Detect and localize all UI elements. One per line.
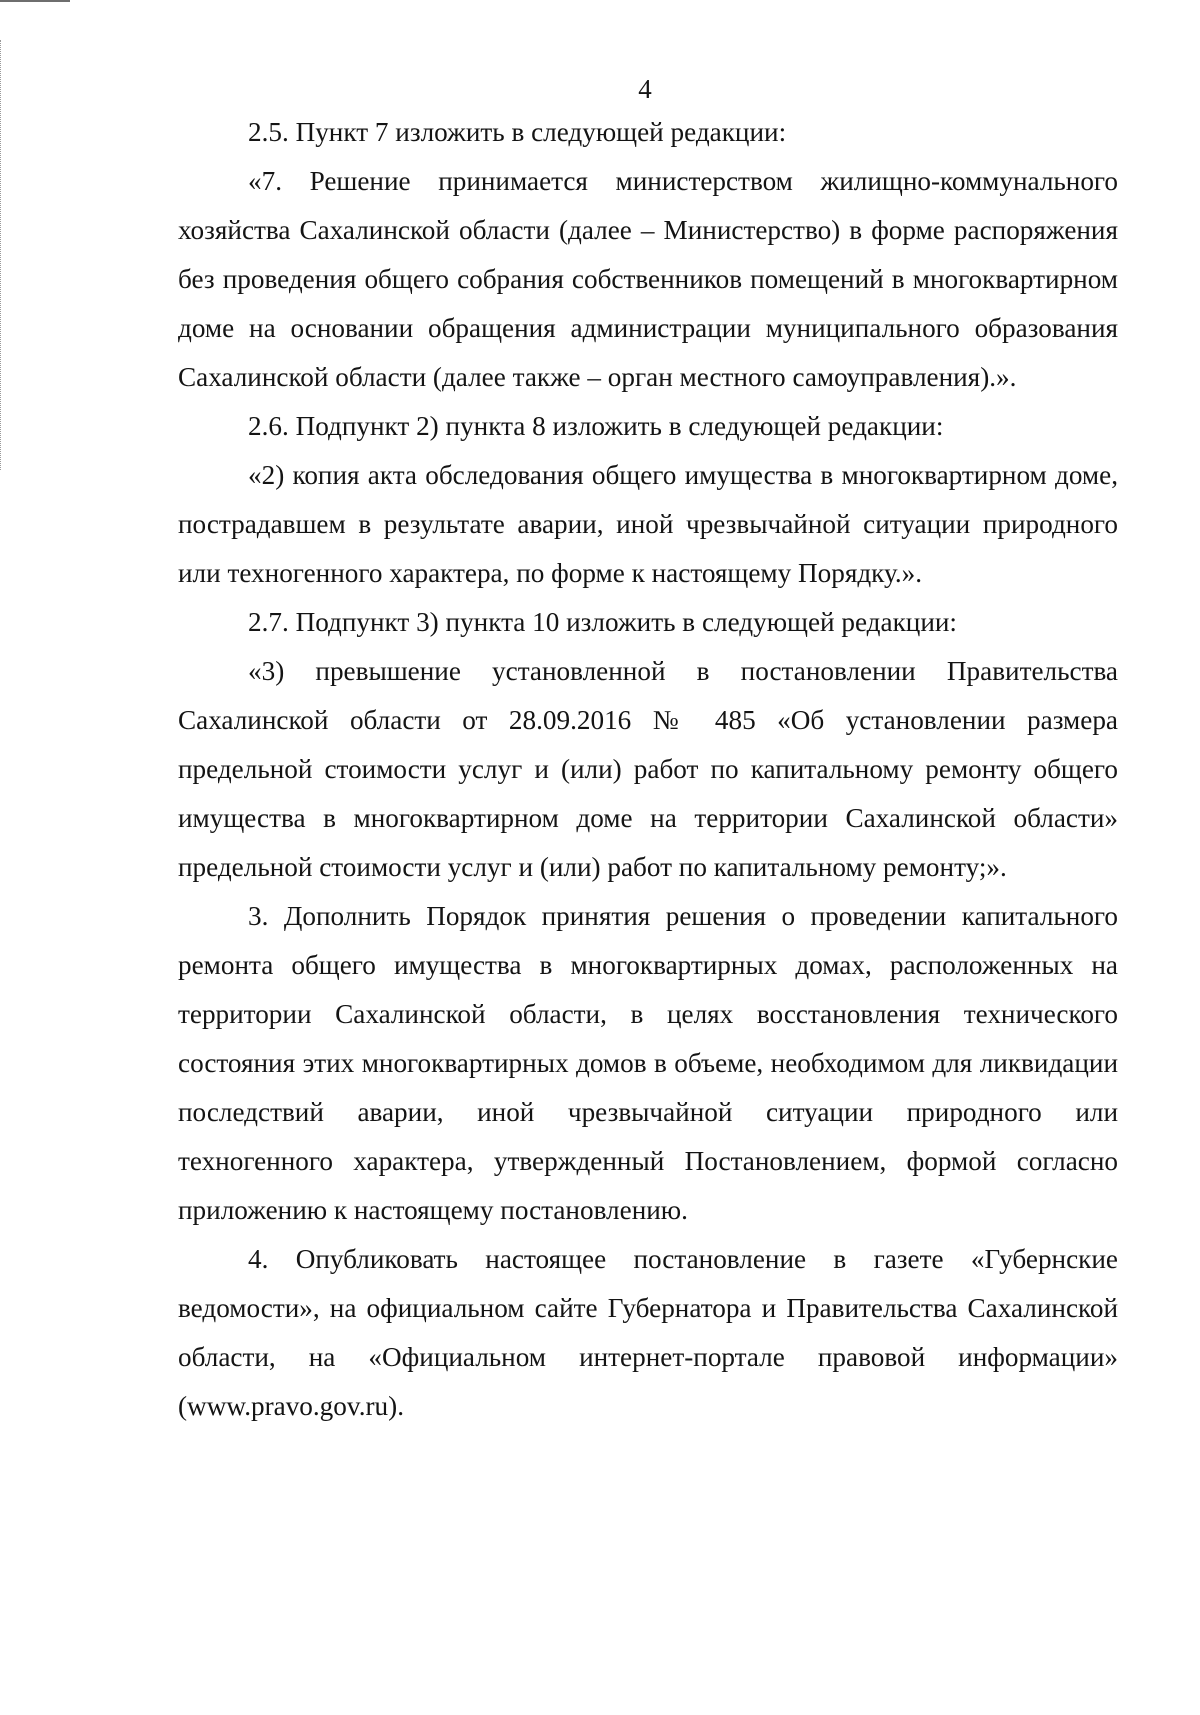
page-number: 4 <box>638 74 652 104</box>
scan-edge-mark <box>0 0 70 2</box>
document-body <box>178 108 1118 1431</box>
paragraph-4: 4. Опубликовать настоящее постановление в газете «Губернские ведомости», на официальном сайте Губернатора и Правительства Сахалинской области, на «Официальном интернет-портале правовой информации» (www.pravo.gov.ru). <box>178 1244 1118 1421</box>
paragraph-2-6: 2.6. Подпункт 2) пункта 8 изложить в следующей редакции: <box>248 411 944 441</box>
paragraph-3: 3. Дополнить Порядок принятия решения о проведении капитального ремонта общего имущества в многоквартирных домах, расположенных на территории Сахалинской области, в целях восстановления технического состояния этих многоквартирных домов в объеме, необходимом для ликвидации последствий аварии, иной чрезвычайной ситуации природного или техногенного характера, утвержденный Постановлением, формой согласно приложению к настоящему постановлению. <box>178 901 1118 1225</box>
paragraph-2-5-text: «7. Решение принимается министерством жилищно-коммунального хозяйства Сахалинской области (далее – Министерство) в форме распоряжения без проведения общего собрания собственников помещений в многоквартирном доме на основании обращения администрации муниципального образования Сахалинской области (далее также – орган местного самоуправления).». <box>178 166 1118 392</box>
paragraph-2-6-text: «2) копия акта обследования общего имущества в многоквартирном доме, пострадавшем в результате аварии, иной чрезвычайной ситуации природного или техногенного характера, по форме к настоящему Порядку.». <box>178 460 1118 588</box>
paragraph-2-5: 2.5. Пункт 7 изложить в следующей редакции: <box>248 117 787 147</box>
paragraph-2-7: 2.7. Подпункт 3) пункта 10 изложить в следующей редакции: <box>248 607 957 637</box>
paragraph-2-7-text: «3) превышение установленной в постановлении Правительства Сахалинской области от 28.09.2016 № 485 «Об установлении размера предельной стоимости услуг и (или) работ по капитальному ремонту общего имущества в многоквартирном доме на территории Сахалинской области» предельной стоимости услуг и (или) работ по капитальному ремонту;». <box>178 656 1118 882</box>
